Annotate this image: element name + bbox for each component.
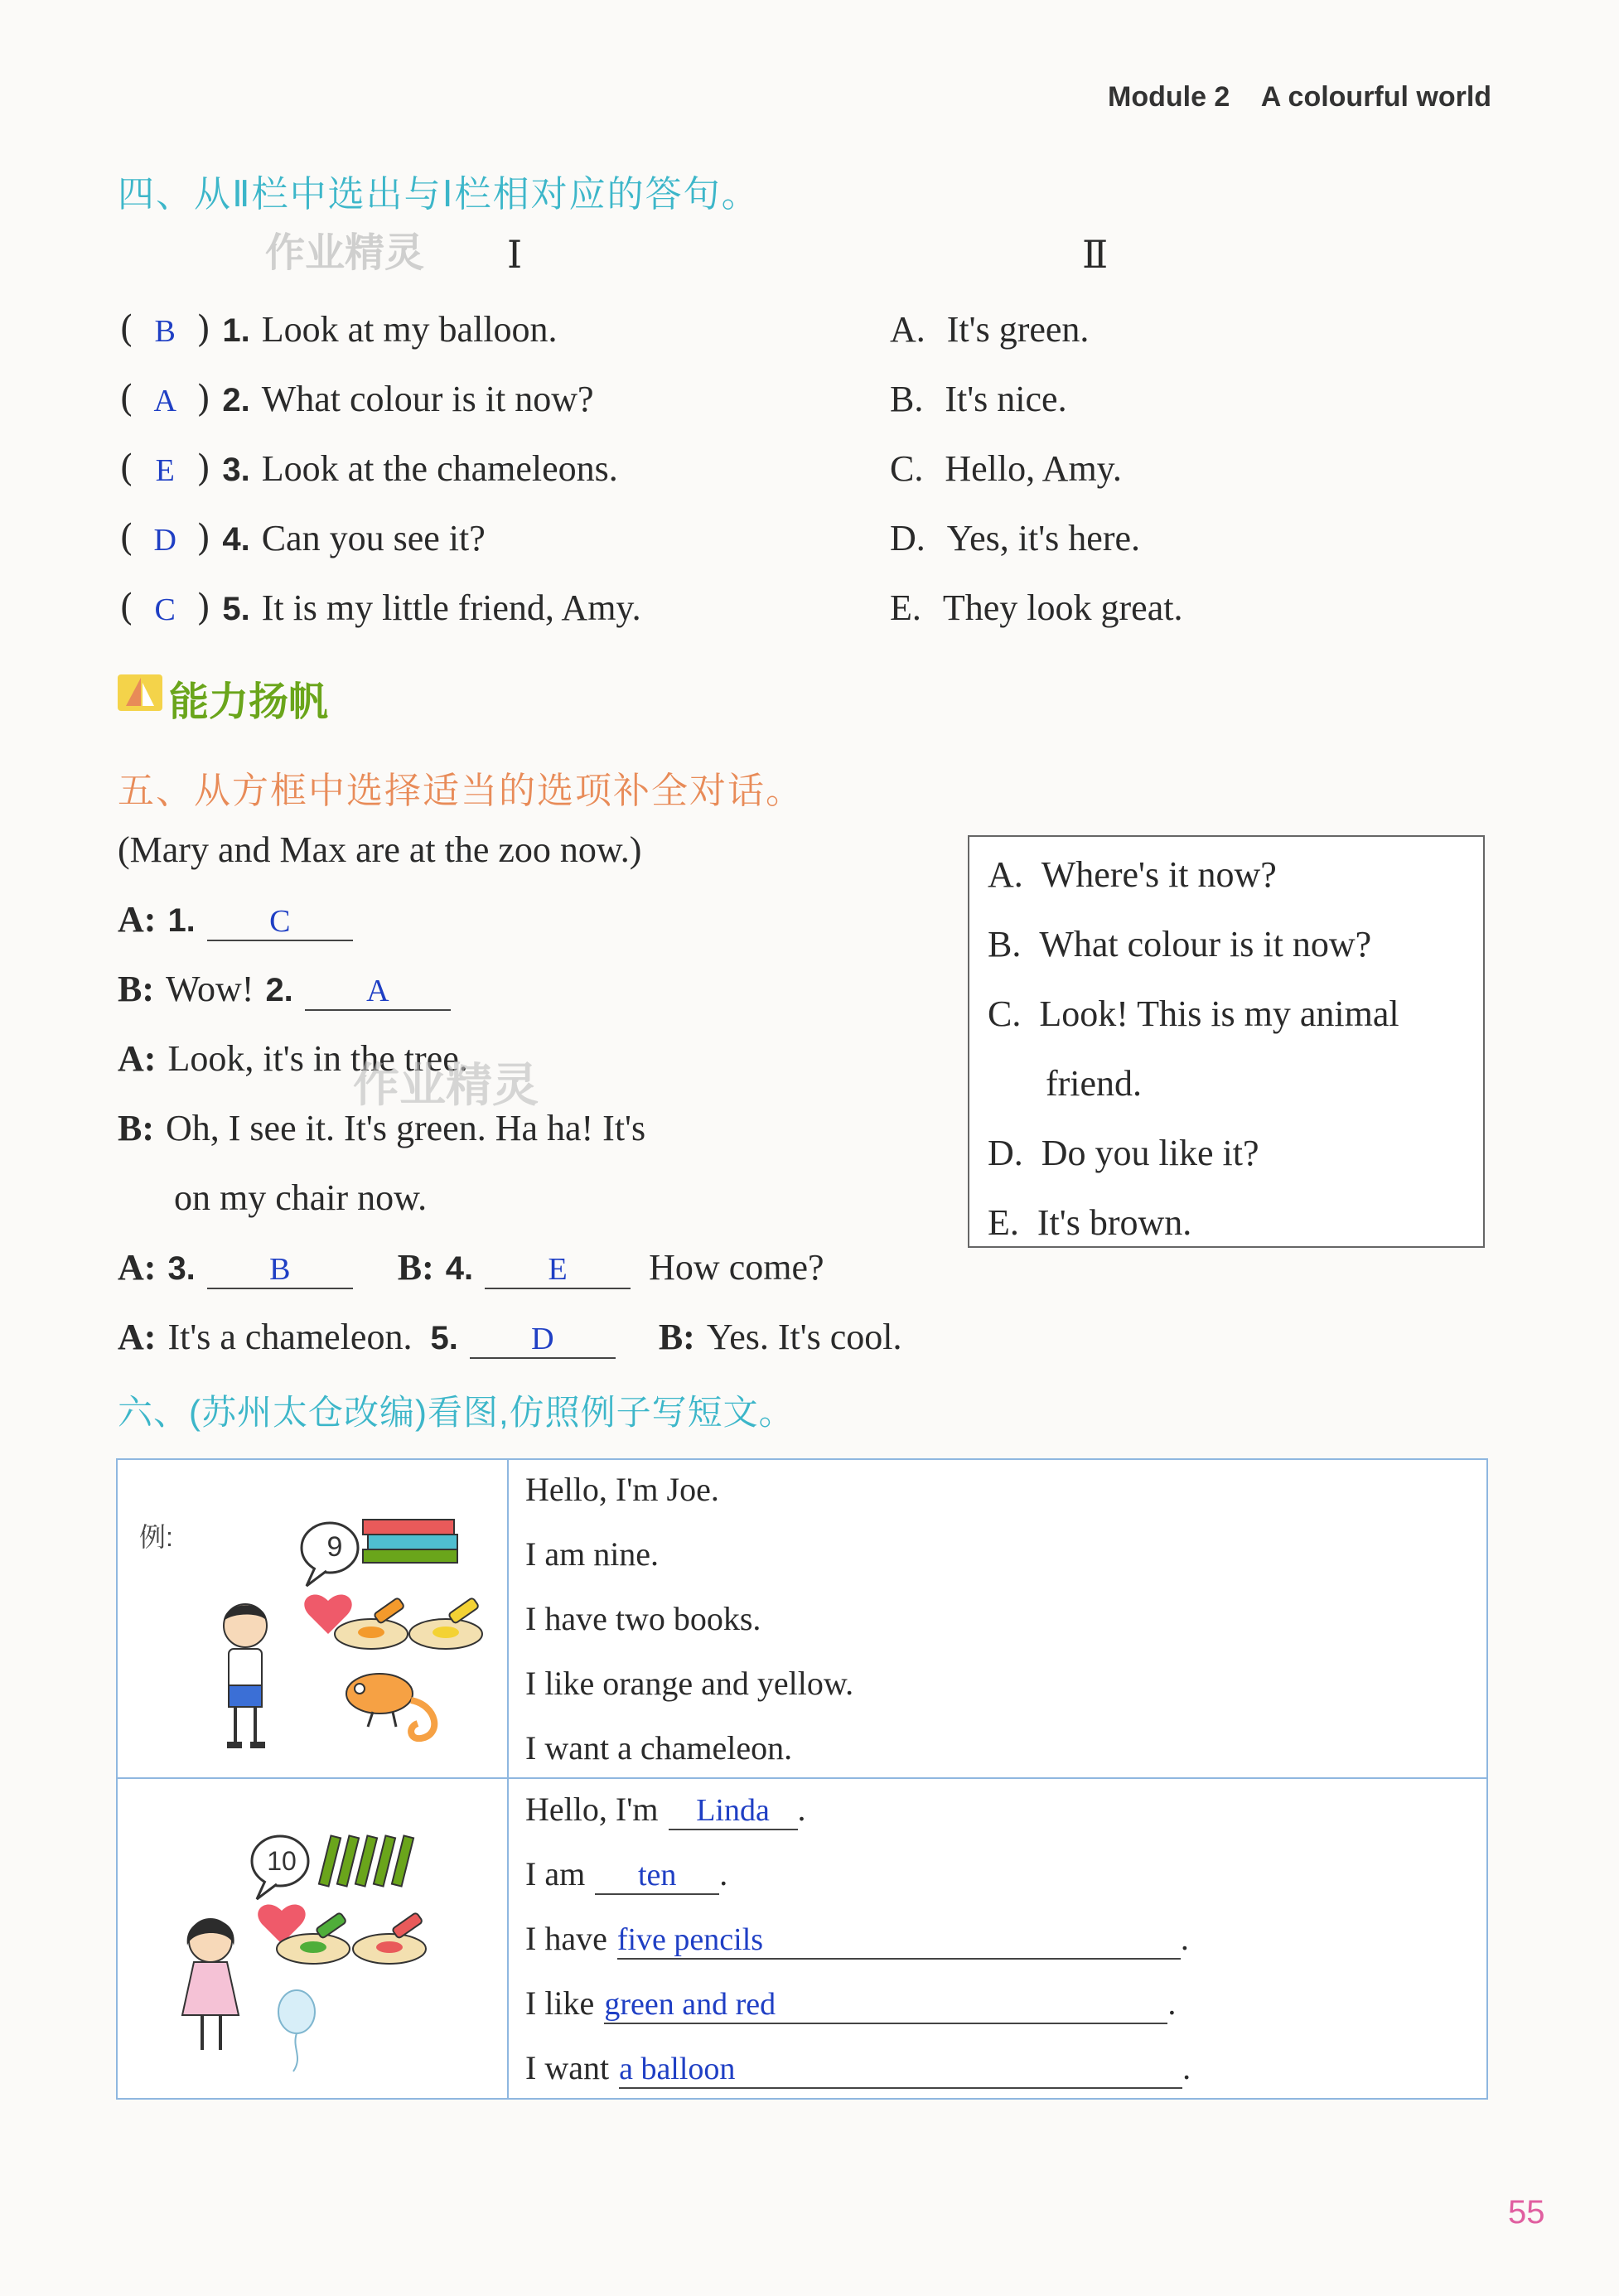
task-blank-like[interactable]: green and red [604,1986,1167,2024]
item-text: It is my little friend, Amy. [261,587,641,628]
watermark-2: 作业精灵 [353,1059,539,1111]
item-text: What colour is it now? [261,379,594,419]
example-label: 例: [139,1522,173,1552]
option-item: A. It's green. [890,309,1090,350]
item-text: Look at my balloon. [261,309,558,350]
item-number: 5. [222,591,250,627]
module-label: Module 2 [1108,81,1230,113]
option-item: B. It's nice. [890,379,1067,419]
dialogue-line-2: B: Wow! 2. A [118,968,451,1011]
answer-slot[interactable]: C [154,592,176,627]
column-1-label: Ⅰ [507,234,523,276]
answer-slot[interactable]: D [153,523,176,558]
column-2-label: Ⅱ [1082,234,1109,276]
page-header [1108,81,1491,114]
task-line-2: I am ten . [525,1854,727,1895]
answer-slot[interactable]: A [153,384,176,418]
item-text: Look at the chameleons. [261,448,618,489]
task-bubble-number: 10 [267,1846,297,1876]
box-option-continued: friend. [1046,1063,1143,1104]
answer-slot[interactable]: E [155,453,175,488]
page-number: 55 [1508,2194,1545,2231]
example-line: I have two books. [525,1600,761,1637]
match-item: ( B ) 1. Look at my balloon. [119,308,558,350]
task-line-1: Hello, I'm Linda . [525,1790,806,1830]
options-box [968,835,1485,1248]
section4-title: 四、从Ⅱ栏中选出与Ⅰ栏相对应的答句。 [118,174,760,215]
dialogue-blank-4[interactable]: E [485,1251,631,1289]
watermark: 作业精灵 [265,231,425,275]
match-item: ( C ) 5. It is my little friend, Amy. [119,587,641,629]
task-line-5: I want a balloon . [525,2048,1191,2089]
dialogue-intro: (Mary and Max are at the zoo now.) [118,829,642,870]
dialogue-line-3: A: Look, it's in the tree. [118,1038,468,1079]
banner-title: 能力扬帆 [169,680,329,724]
match-item: ( A ) 2. What colour is it now? [119,378,594,420]
dialogue-line-6: A: 3. B B: 4. E How come? [118,1247,824,1288]
box-option: D. Do you like it? [988,1133,1259,1173]
task-blank-have[interactable]: five pencils [617,1921,1181,1960]
example-bubble-number: 9 [326,1531,343,1563]
item-number: 4. [222,521,250,558]
match-item: ( D ) 4. Can you see it? [119,517,486,559]
option-item: E. They look great. [890,587,1183,628]
example-line: Hello, I'm Joe. [525,1471,719,1508]
task-line-3: I have five pencils . [525,1919,1189,1960]
option-item: D. Yes, it's here. [890,518,1141,558]
dialogue-blank-3[interactable]: B [207,1251,353,1289]
box-option: B. What colour is it now? [988,924,1372,964]
module-title: A colourful world [1260,81,1492,113]
dialogue-blank-1[interactable]: C [207,903,353,941]
answer-slot[interactable]: B [154,314,176,349]
match-item: ( E ) 3. Look at the chameleons. [119,447,618,490]
task-line-4: I like green and red . [525,1984,1176,2024]
section6-title: 六、(苏州太仓改编)看图,仿照例子写短文。 [118,1393,795,1432]
item-text: Can you see it? [261,518,486,558]
box-option: E. It's brown. [988,1202,1192,1243]
task-blank-want[interactable]: a balloon [619,2051,1182,2089]
example-line: I like orange and yellow. [525,1665,854,1702]
example-line: I want a chameleon. [525,1729,793,1767]
task-illustration [167,1825,499,2090]
task-blank-name[interactable]: Linda [669,1792,798,1830]
banner [118,669,329,724]
sail-icon [118,669,162,716]
dialogue-blank-5[interactable]: D [470,1321,616,1359]
dialogue-line-5: on my chair now. [174,1177,428,1218]
dialogue-line-7: A: It's a chameleon. 5. D B: Yes. It's cool. [118,1317,902,1357]
writing-table [116,1458,1488,2100]
example-line: I am nine. [525,1535,660,1573]
box-option: A. Where's it now? [988,854,1277,895]
dialogue-line-4: B: Oh, I see it. It's green. Ha ha! It's [118,1108,646,1148]
task-blank-age[interactable]: ten [595,1857,719,1895]
dialogue-line-1: A: 1. C [118,898,353,941]
item-number: 3. [222,452,250,488]
item-number: 2. [222,382,250,418]
option-item: C. Hello, Amy. [890,448,1122,489]
dialogue-blank-2[interactable]: A [305,973,451,1011]
section5-title: 五、从方框中选择适当的选项补全对话。 [118,771,804,811]
item-number: 1. [222,312,250,349]
box-option: C. Look! This is my animal [988,993,1399,1034]
